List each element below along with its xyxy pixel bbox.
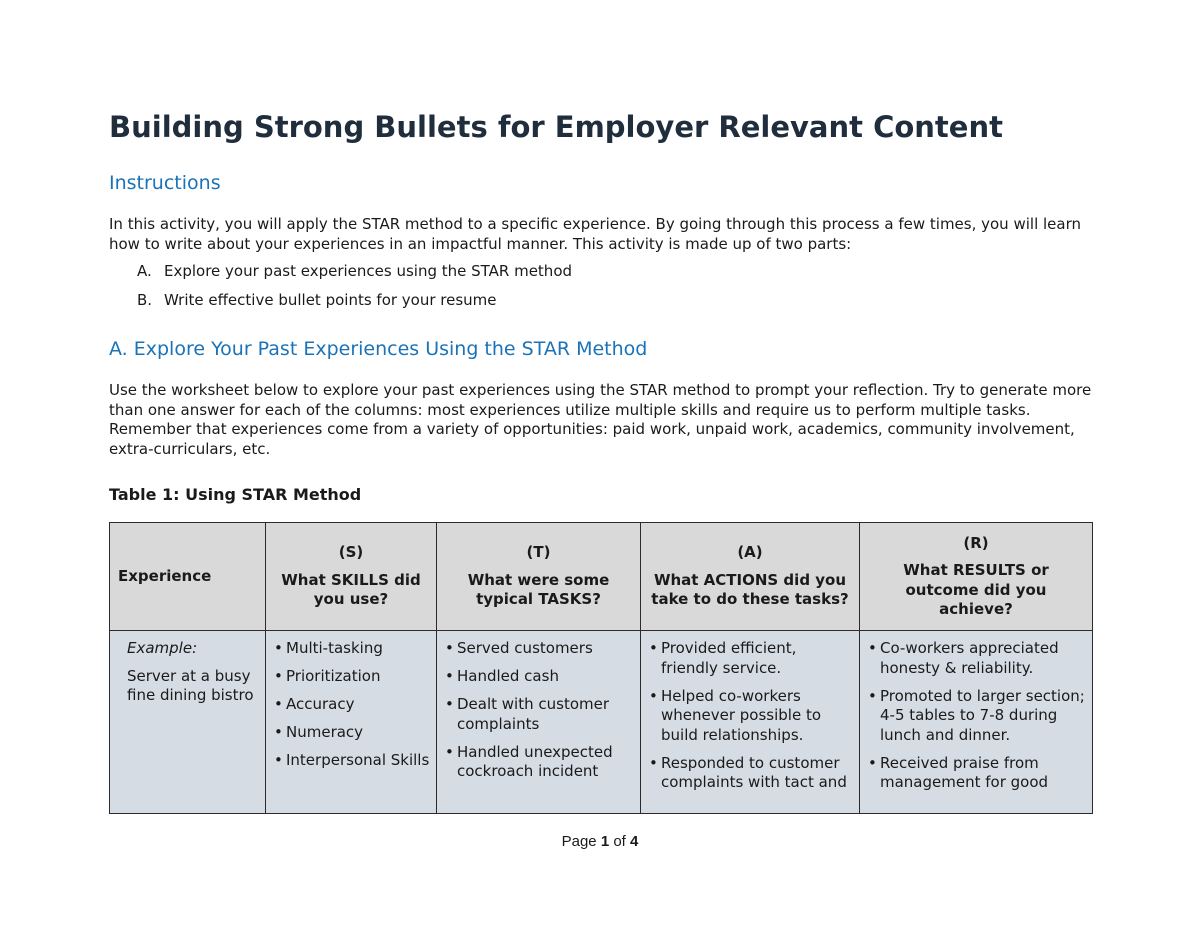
list-item: • Accuracy <box>274 695 430 715</box>
parts-list-item <box>137 291 572 320</box>
header-code: (T) <box>526 543 551 562</box>
list-item: • Co-workers appreciated honesty & reliability. <box>868 639 1086 678</box>
header-question: What RESULTS or outcome did you achieve? <box>903 561 1049 618</box>
list-item: • Handled unexpected cockroach incident <box>445 743 634 782</box>
table-header-row <box>110 523 1093 631</box>
skills-cell <box>266 631 437 814</box>
section-a-body: Use the worksheet below to explore your past experiences using the STAR method to prompt your reflection. Try to generate more than one answer for each of the columns: most experiences utilize multiple skills and require us to perform multiple tasks. Remember that experiences come from a variety of opportunities: paid work, unpaid work, academics, community involvement, extra-curriculars, etc. <box>109 381 1092 458</box>
page-footer <box>0 833 1200 850</box>
parts-list <box>137 262 572 320</box>
table-caption: Table 1: Using STAR Method <box>109 485 362 504</box>
section-a-heading: A. Explore Your Past Experiences Using the STAR Method <box>109 338 648 360</box>
header-question: What SKILLS did you use? <box>281 570 421 609</box>
list-item: • Promoted to larger section; 4-5 tables to 7-8 during lunch and dinner. <box>868 687 1086 746</box>
parts-list-item <box>137 262 572 291</box>
list-item: • Dealt with customer complaints <box>445 695 634 734</box>
example-experience-cell <box>110 631 266 814</box>
header-code: (A) <box>737 543 763 562</box>
header-tasks <box>437 523 641 631</box>
tasks-list <box>445 639 634 782</box>
actions-list <box>649 639 853 793</box>
header-question: What were some typical TASKS? <box>467 570 610 609</box>
footer-of: of <box>613 833 626 850</box>
footer-prefix: Page <box>561 833 597 850</box>
actions-cell <box>641 631 860 814</box>
example-experience: Server at a busy fine dining bistro <box>127 666 254 704</box>
instructions-intro: In this activity, you will apply the STAR method to a specific experience. By going through this process a few times, you will learn how to write about your experiences in an impactful manner. This activity is made up of two parts: <box>109 215 1081 253</box>
part-letter: B. <box>137 291 153 309</box>
list-item: • Received praise from management for good <box>868 754 1086 793</box>
header-question: What ACTIONS did you take to do these tasks? <box>651 570 849 609</box>
list-item: • Responded to customer complaints with tact and <box>649 754 853 793</box>
instructions-heading: Instructions <box>109 172 221 194</box>
skills-list <box>274 639 430 771</box>
page-title: Building Strong Bullets for Employer Relevant Content <box>109 110 1003 144</box>
list-item: • Served customers <box>445 639 634 659</box>
list-item: • Numeracy <box>274 723 430 743</box>
results-cell <box>860 631 1093 814</box>
example-label: Example: <box>127 639 198 657</box>
header-code: (S) <box>338 543 364 562</box>
list-item: • Provided efficient, friendly service. <box>649 639 853 678</box>
header-actions <box>641 523 860 631</box>
part-letter: A. <box>137 262 152 280</box>
list-item: • Prioritization <box>274 667 430 687</box>
header-experience: Experience <box>110 523 266 631</box>
results-list <box>868 639 1086 793</box>
star-method-table <box>109 522 1093 814</box>
part-text: Write effective bullet points for your resume <box>164 291 497 309</box>
list-item: • Helped co-workers whenever possible to build relationships. <box>649 687 853 746</box>
list-item: • Multi-tasking <box>274 639 430 659</box>
footer-current-page: 1 <box>600 833 610 850</box>
header-results <box>860 523 1093 631</box>
part-text: Explore your past experiences using the STAR method <box>164 262 573 280</box>
tasks-cell <box>437 631 641 814</box>
header-code: (R) <box>963 533 989 552</box>
footer-total-pages: 4 <box>630 833 639 850</box>
header-skills <box>266 523 437 631</box>
list-item: • Interpersonal Skills <box>274 751 430 771</box>
table-row <box>110 631 1093 814</box>
list-item: • Handled cash <box>445 667 634 687</box>
